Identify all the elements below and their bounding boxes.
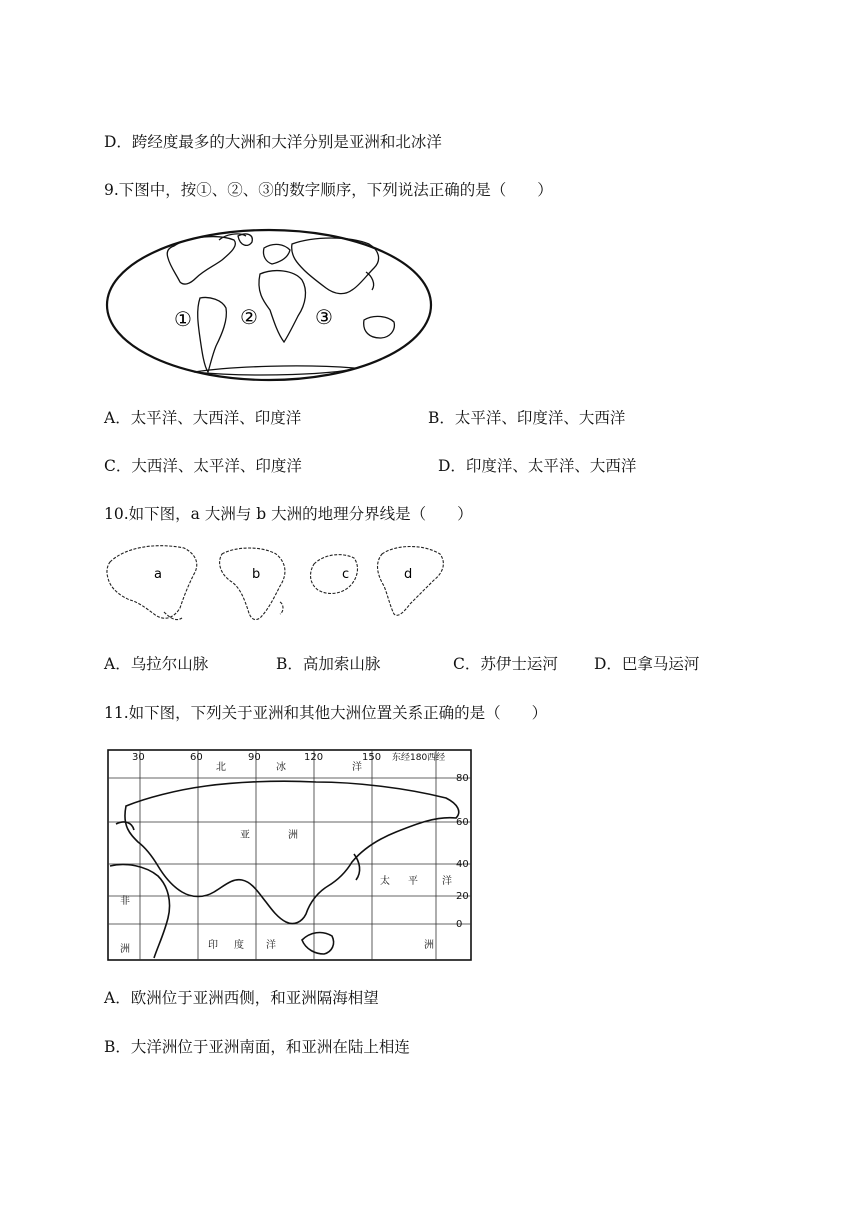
q11-option-a: A．欧洲位于亚洲西侧，和亚洲隔海相望 <box>104 989 379 1007</box>
q11-lat-0: 0 <box>456 919 463 930</box>
q11-label-pacific-3: 洋 <box>442 876 452 887</box>
q11-lon-30: 30 <box>132 752 145 763</box>
q10-continents-figure <box>104 538 454 630</box>
q9-option-c: C．大西洋、太平洋、印度洋 <box>104 457 302 475</box>
q11-lat-20: 20 <box>456 891 469 902</box>
q9-label-2: ② <box>240 305 258 329</box>
q9-label-1: ① <box>174 307 192 331</box>
q9-option-b: B．太平洋、印度洋、大西洋 <box>428 409 626 427</box>
q11-lon-60: 60 <box>190 752 203 763</box>
q11-lon-150: 150 <box>362 752 382 763</box>
q10-option-d: D．巴拿马运河 <box>594 655 700 673</box>
q10-label-a: a <box>154 567 162 582</box>
q10-label-d: d <box>404 567 413 582</box>
q11-label-pacific-2: 平 <box>408 876 418 887</box>
q11-label-asia-2: 洲 <box>288 830 298 841</box>
q9-stem: 9.下图中，按①、②、③的数字顺序，下列说法正确的是（ ） <box>104 181 553 199</box>
q8-option-d: D．跨经度最多的大洲和大洋分别是亚洲和北冰洋 <box>104 133 442 151</box>
q10-stem: 10.如下图，a 大洲与 b 大洲的地理分界线是（ ） <box>104 505 473 523</box>
q11-label-ocean-top: 洋 <box>352 762 362 773</box>
q9-option-d: D．印度洋、太平洋、大西洋 <box>438 457 637 475</box>
q9-label-3: ③ <box>315 305 333 329</box>
q11-label-indian-2: 度 <box>234 940 244 951</box>
q11-lat-40: 40 <box>456 859 469 870</box>
q11-label-north: 北 <box>216 762 226 773</box>
q10-option-b: B．高加索山脉 <box>276 655 381 673</box>
q10-option-a: A．乌拉尔山脉 <box>104 655 209 673</box>
q11-label-indian-1: 印 <box>208 940 218 951</box>
q10-label-b: b <box>252 567 261 582</box>
q11-lon-120: 120 <box>304 752 324 763</box>
q11-label-pacific-1: 太 <box>380 876 390 887</box>
q11-label-africa-1: 非 <box>120 896 130 907</box>
q11-lat-60: 60 <box>456 817 469 828</box>
q11-label-ice: 冰 <box>276 762 286 773</box>
q10-option-c: C．苏伊士运河 <box>453 655 558 673</box>
q10-label-c: c <box>342 567 350 582</box>
q11-label-asia-1: 亚 <box>240 830 250 841</box>
q11-asia-map <box>106 746 476 964</box>
q11-label-indian-3: 洋 <box>266 940 276 951</box>
q11-lon-180-label: 东经180西经 <box>392 753 446 763</box>
q9-world-map <box>104 226 434 384</box>
q11-option-b: B．大洋洲位于亚洲南面，和亚洲在陆上相连 <box>104 1038 410 1056</box>
q11-stem: 11.如下图，下列关于亚洲和其他大洲位置关系正确的是（ ） <box>104 704 548 722</box>
q11-lat-80: 80 <box>456 773 469 784</box>
q11-label-africa-2: 洲 <box>120 944 130 955</box>
q11-lon-90: 90 <box>248 752 261 763</box>
q9-option-a: A．太平洋、大西洋、印度洋 <box>104 409 302 427</box>
q11-label-bottom-right: 洲 <box>424 940 434 951</box>
